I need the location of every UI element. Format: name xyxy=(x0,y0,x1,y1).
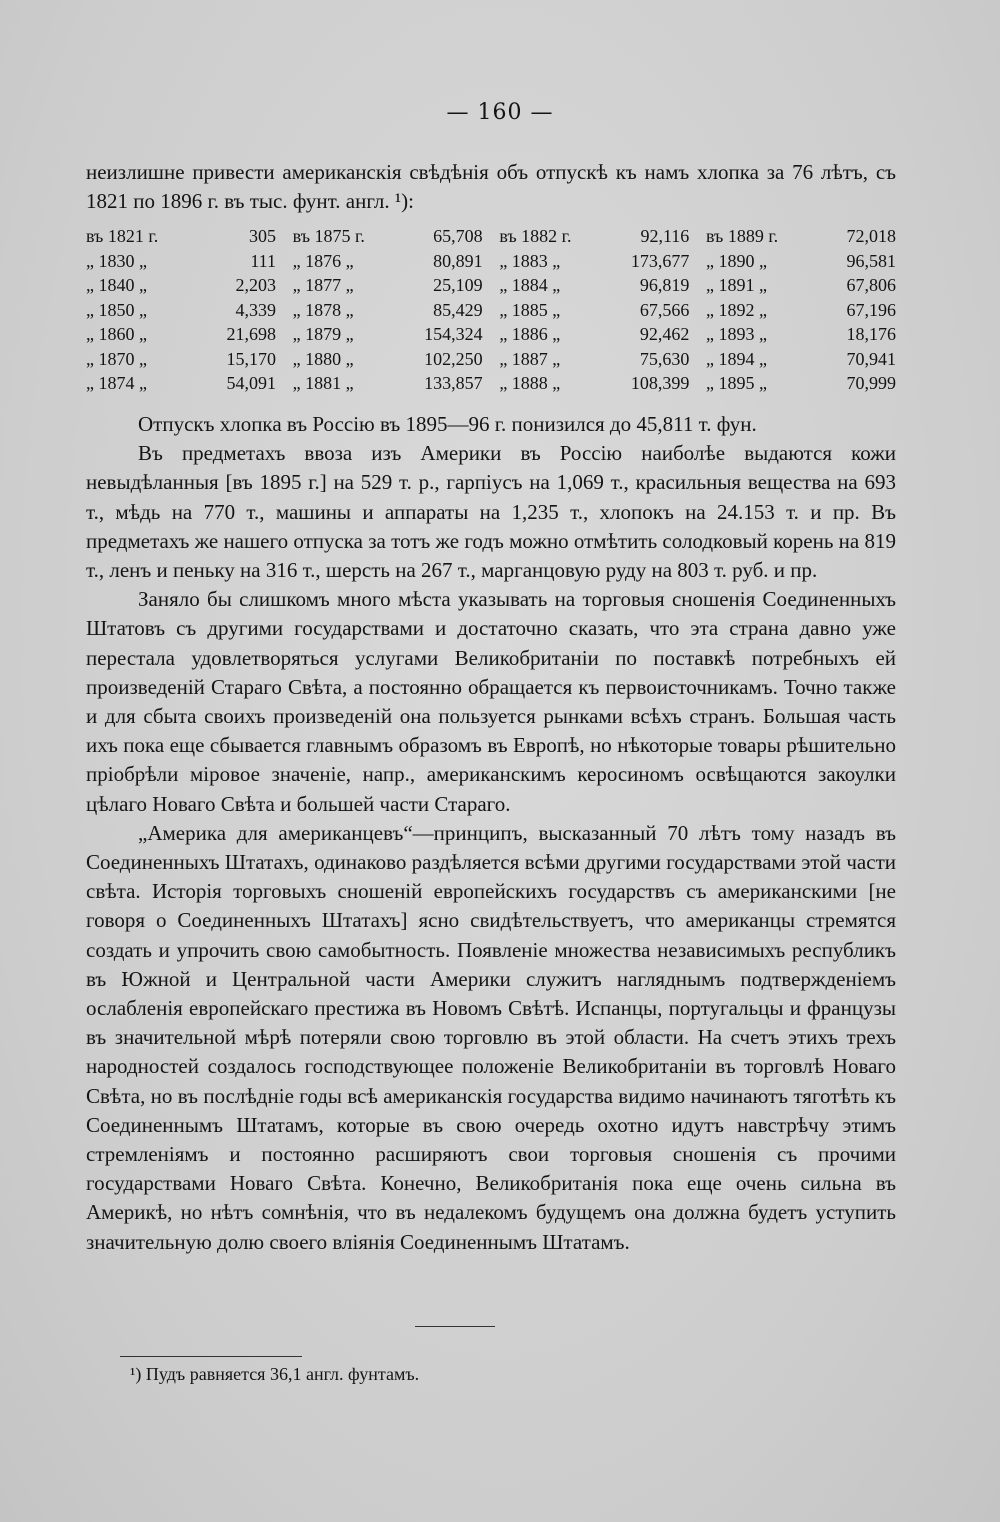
table-year: „ 1892 „ xyxy=(705,299,767,320)
table-year: „ 1830 „ xyxy=(86,250,147,271)
intro-text xyxy=(86,158,896,216)
table-row xyxy=(86,322,276,347)
table-value: 25,109 xyxy=(433,275,483,295)
table-year: въ 1821 г. xyxy=(86,226,159,246)
table-year: „ 1885 „ xyxy=(499,299,561,320)
intro-paragraph: неизлишне привести американскія свѣдѣнія объ отпускѣ къ намъ хлопка за 76 лѣтъ, съ 1821 по 1896 г. въ тыс. фунт. англ. ¹): xyxy=(86,160,896,214)
table-year: „ 1879 „ xyxy=(292,324,354,344)
table-year: „ 1880 „ xyxy=(292,348,354,369)
table-year: „ 1870 „ xyxy=(86,348,147,369)
table-year: „ 1878 „ xyxy=(292,299,354,320)
table-row xyxy=(706,249,896,274)
table-row xyxy=(293,273,483,298)
table-row xyxy=(86,224,276,249)
footnote-marker: ¹) xyxy=(130,1364,142,1384)
table-row xyxy=(293,347,483,372)
table-row xyxy=(293,249,483,274)
page-number: — 160 — xyxy=(446,100,554,125)
table-column-3 xyxy=(499,224,689,396)
table-value: 111 xyxy=(250,250,276,271)
table-value: 54,091 xyxy=(226,373,276,393)
table-row xyxy=(293,322,483,347)
table-year: „ 1891 „ xyxy=(705,275,767,295)
table-value: 85,429 xyxy=(433,299,483,320)
body-text xyxy=(86,410,896,1257)
table-value: 92,116 xyxy=(640,226,690,246)
paragraph: „Америка для американцевъ“—принципъ, высказанный 70 лѣтъ тому назадъ въ Соединенныхъ Штатахъ, одинаково раздѣляется всѣми другими государствами этой части свѣта. Исторія торговыхъ сношеній европейскихъ государствъ съ американскими [не говоря о Соединенныхъ Штатахъ] ясно свидѣтельствуетъ, что американцы стремятся создать и упрочить свою самобытность. Появленіе множества независимыхъ республикъ въ Южной и Центральной части Америки служитъ нагляднымъ подтвержденіемъ ослабленія европейскаго престижа въ Новомъ Свѣтѣ. Испанцы, португальцы и французы въ значительной мѣрѣ потеряли свою торговлю въ этой области. На счетъ этихъ трехъ народностей создалось господствующее положеніе Великобританіи въ торговлѣ Новаго Свѣта, но въ послѣдніе годы всѣ американскія государства видимо начинаютъ тяготѣть къ Соединеннымъ Штатамъ, которые въ свою очередь охотно идутъ навстрѣчу этимъ стремленіямъ и постоянно расширяютъ свои торговыя сношенія съ прочими государствами Новаго Свѣта. Конечно, Великобританія пока еще очень сильна въ Америкѣ, но нѣтъ сомнѣнія, что въ недалекомъ будущемъ она должна будетъ уступить значительную долю своего вліянія Соединеннымъ Штатамъ. xyxy=(86,820,896,1254)
table-value: 305 xyxy=(249,226,276,246)
paragraph: Заняло бы слишкомъ много мѣста указывать на торговыя сношенія Соединенныхъ Штатовъ съ другими государствами и достаточно сказать, что эта страна давно уже перестала удовлетворяться услугами Великобританіи по поставкѣ потребныхъ ей произведеній Стараго Свѣта, а постоянно обращается къ первоисточникамъ. Точно также и для сбыта своихъ произведеній она пользуется рынками всѣхъ странъ. Большая часть ихъ пока еще сбывается главнымъ образомъ въ Европѣ, но нѣкоторые товары рѣшительно пріобрѣли міровое значеніе, напр., американскимъ керосиномъ освѣщаются закоулки цѣлаго Новаго Свѣта и большей части Стараго. xyxy=(86,587,896,816)
footnote xyxy=(130,1364,419,1385)
table-year: „ 1874 „ xyxy=(86,373,147,393)
table-row xyxy=(706,224,896,249)
table-value: 21,698 xyxy=(226,324,276,344)
table-value: 70,941 xyxy=(846,348,896,369)
table-value: 18,176 xyxy=(846,324,896,344)
table-year: „ 1893 „ xyxy=(705,324,767,344)
table-value: 4,339 xyxy=(235,299,276,320)
table-value: 173,677 xyxy=(630,250,690,271)
section-divider xyxy=(415,1326,495,1327)
table-year: „ 1876 „ xyxy=(292,250,354,271)
table-row xyxy=(706,371,896,396)
table-year: „ 1883 „ xyxy=(499,250,561,271)
table-value: 70,999 xyxy=(846,373,896,393)
table-value: 67,196 xyxy=(846,299,896,320)
table-year: „ 1886 „ xyxy=(499,324,561,344)
paragraph: Въ предметахъ ввоза изъ Америки въ Россію наиболѣе выдаются кожи невыдѣланныя [въ 1895 г.] на 529 т. р., гарпіусъ на 1,069 т., красильныя вещества на 693 т., мѣдь на 770 т., машины и аппараты на 1,235 т., хлопокъ на 24.153 т. и пр. Въ предметахъ же нашего отпуска за тотъ же годъ можно отмѣтить солодковый корень на 819 т., ленъ и пеньку на 316 т., шерсть на 267 т., марганцовую руду на 803 т. руб. и пр. xyxy=(86,441,896,583)
table-value: 2,203 xyxy=(235,275,276,295)
table-value: 75,630 xyxy=(639,348,690,369)
table-year: „ 1887 „ xyxy=(499,348,561,369)
table-year: „ 1890 „ xyxy=(705,250,767,271)
table-column-2 xyxy=(293,224,483,396)
table-row xyxy=(293,371,483,396)
table-value: 72,018 xyxy=(846,226,896,246)
table-row xyxy=(499,298,689,323)
table-value: 154,324 xyxy=(424,324,483,344)
table-value: 108,399 xyxy=(630,373,690,393)
table-row xyxy=(706,298,896,323)
footnote-rule xyxy=(120,1356,302,1357)
table-row xyxy=(706,322,896,347)
table-row xyxy=(86,273,276,298)
table-value: 133,857 xyxy=(424,373,483,393)
table-value: 67,806 xyxy=(846,275,896,295)
table-year: „ 1895 „ xyxy=(705,373,767,393)
table-value: 80,891 xyxy=(433,250,483,271)
table-year: „ 1877 „ xyxy=(292,275,354,295)
table-year: „ 1850 „ xyxy=(86,299,147,320)
cotton-export-table xyxy=(86,224,896,396)
table-year: „ 1860 „ xyxy=(86,324,147,344)
table-row xyxy=(86,298,276,323)
table-year: „ 1881 „ xyxy=(292,373,354,393)
table-value: 65,708 xyxy=(433,226,483,246)
table-value: 67,566 xyxy=(639,299,690,320)
table-year: въ 1875 г. xyxy=(292,226,365,246)
table-value: 96,581 xyxy=(846,250,896,271)
table-row xyxy=(86,371,276,396)
table-column-4 xyxy=(706,224,896,396)
table-row xyxy=(499,371,689,396)
table-year: „ 1894 „ xyxy=(705,348,767,369)
table-value: 102,250 xyxy=(424,348,483,369)
table-value: 96,819 xyxy=(639,275,690,295)
table-row xyxy=(293,298,483,323)
table-row xyxy=(706,273,896,298)
table-year: „ 1884 „ xyxy=(499,275,561,295)
paragraph: Отпускъ хлопка въ Россію въ 1895—96 г. понизился до 45,811 т. фун. xyxy=(138,412,757,436)
footnote-text: Пудъ равняется 36,1 англ. фунтамъ. xyxy=(145,1364,420,1384)
table-year: въ 1889 г. xyxy=(705,226,779,246)
table-value: 92,462 xyxy=(639,324,690,344)
table-row xyxy=(499,273,689,298)
table-year: „ 1888 „ xyxy=(499,373,561,393)
table-row xyxy=(86,249,276,274)
table-column-1 xyxy=(86,224,276,396)
table-row xyxy=(706,347,896,372)
table-row xyxy=(499,249,689,274)
table-row xyxy=(499,322,689,347)
table-value: 15,170 xyxy=(226,348,276,369)
table-year: въ 1882 г. xyxy=(499,226,572,246)
table-row xyxy=(499,347,689,372)
table-row xyxy=(86,347,276,372)
table-year: „ 1840 „ xyxy=(86,275,147,295)
table-row xyxy=(293,224,483,249)
table-row xyxy=(499,224,689,249)
